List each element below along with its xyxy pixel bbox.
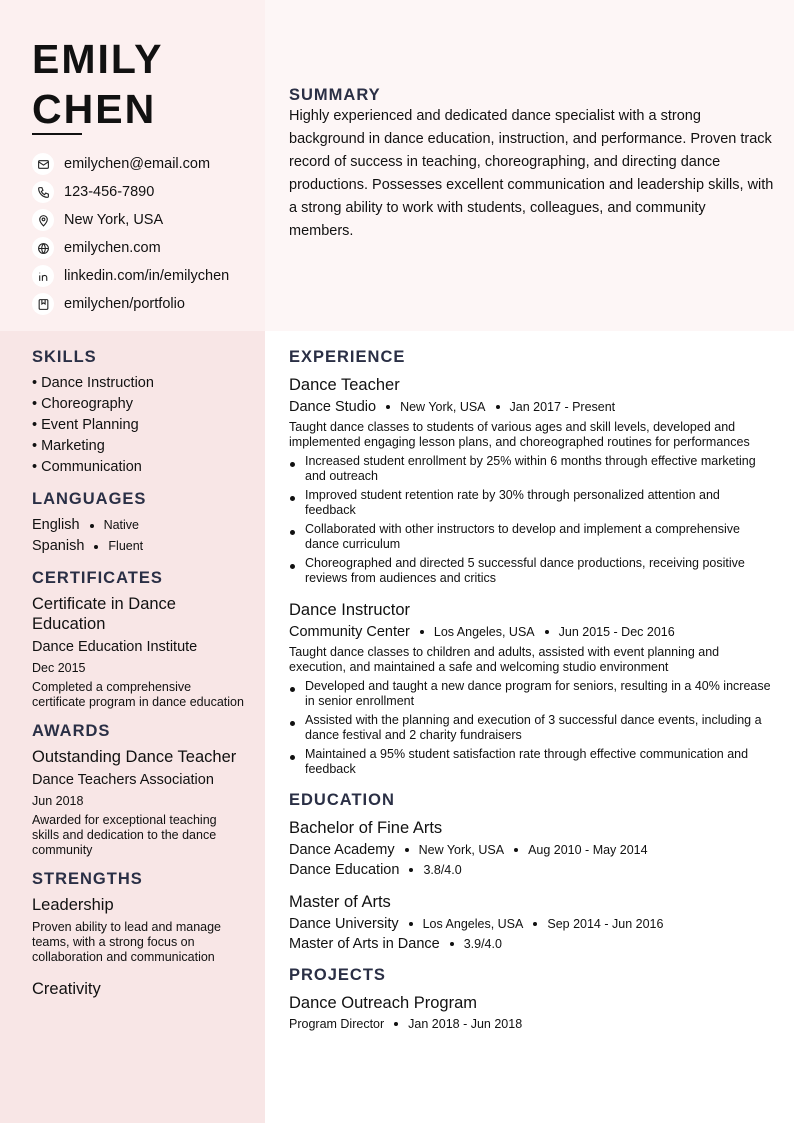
separator-dot <box>514 848 518 852</box>
education-entry <box>289 892 774 952</box>
education-field: Dance Education <box>289 862 400 878</box>
contact-website-text: emilychen.com <box>64 240 161 256</box>
language-item <box>32 515 247 536</box>
contact-portfolio[interactable] <box>32 290 229 318</box>
job-achievements <box>289 679 774 777</box>
languages-heading: LANGUAGES <box>32 490 147 508</box>
education-field-row <box>289 862 774 878</box>
education-field-row <box>289 936 774 952</box>
achievement-item: Choreographed and directed 5 successful dance productions, receiving positive reviews from audiences and critics <box>289 556 774 586</box>
achievement-item: Collaborated with other instructors to develop and implement a comprehensive dance curriculum <box>289 522 774 552</box>
skills-heading: SKILLS <box>32 348 97 366</box>
achievement-item: Increased student enrollment by 25% within 6 months through effective marketing and outreach <box>289 454 774 484</box>
contact-linkedin[interactable] <box>32 262 229 290</box>
education-dates: Aug 2010 - May 2014 <box>528 843 648 857</box>
award-name: Outstanding Dance Teacher <box>32 748 237 766</box>
linkedin-icon <box>32 265 54 287</box>
degree-name: Bachelor of Fine Arts <box>289 819 443 837</box>
separator-dot <box>450 942 454 946</box>
job-description: Taught dance classes to children and adults, assisted with event planning and execution, and maintained a safe and welcoming studio environment <box>289 645 720 674</box>
separator-dot <box>420 630 424 634</box>
name-first: EMILY <box>32 36 164 82</box>
school-location: Los Angeles, USA <box>422 917 524 931</box>
education-gpa: 3.8/4.0 <box>423 863 462 877</box>
skills-section <box>32 348 247 478</box>
job-dates: Jan 2017 - Present <box>509 400 616 414</box>
languages-section <box>32 490 247 557</box>
separator-dot <box>545 630 549 634</box>
education-gpa: 3.9/4.0 <box>463 937 502 951</box>
contact-email[interactable] <box>32 150 229 178</box>
contact-email-text: emilychen@email.com <box>64 156 211 172</box>
candidate-name <box>32 34 164 134</box>
job-location: New York, USA <box>400 400 486 414</box>
achievement-item: Maintained a 95% student satisfaction rate through effective communication and feedback <box>289 747 774 777</box>
separator-dot <box>386 405 390 409</box>
separator-dot <box>409 868 413 872</box>
job-entry <box>289 375 774 586</box>
separator-dot <box>90 524 94 528</box>
strength-name: Creativity <box>32 980 101 998</box>
job-company: Dance Studio <box>289 399 377 415</box>
certificate-desc: Completed a comprehensive certificate program in dance education <box>32 680 244 709</box>
awards-heading: AWARDS <box>32 722 111 740</box>
job-achievements <box>289 454 774 586</box>
degree-name: Master of Arts <box>289 893 391 911</box>
mail-icon <box>32 153 54 175</box>
project-dates: Jan 2018 - Jun 2018 <box>408 1017 523 1031</box>
education-heading: EDUCATION <box>289 791 395 809</box>
strengths-section <box>32 870 247 999</box>
projects-heading: PROJECTS <box>289 966 386 984</box>
job-location: Los Angeles, USA <box>433 625 535 639</box>
strength-name: Leadership <box>32 896 114 914</box>
education-entry <box>289 818 774 878</box>
skill-item: • Communication <box>32 459 142 475</box>
contact-phone[interactable] <box>32 178 229 206</box>
globe-icon <box>32 237 54 259</box>
location-icon <box>32 209 54 231</box>
experience-section <box>289 348 774 777</box>
job-description: Taught dance classes to students of various ages and skill levels, developed and implemented engaging lesson plans, and choreographed routines for performances <box>289 420 750 449</box>
achievement-item: Developed and taught a new dance program for seniors, resulting in a 40% increase in senior enrollment <box>289 679 774 709</box>
award-date: Jun 2018 <box>32 794 84 808</box>
language-level: Native <box>103 518 139 532</box>
job-dates: Jun 2015 - Dec 2016 <box>558 625 675 639</box>
achievement-item: Assisted with the planning and execution of 3 successful dance events, including a dance festival and 2 charity fundraisers <box>289 713 774 743</box>
school-location: New York, USA <box>418 843 505 857</box>
skills-list <box>32 373 247 478</box>
job-title: Dance Teacher <box>289 376 400 394</box>
projects-section <box>289 966 774 1031</box>
skill-item: • Marketing <box>32 438 105 454</box>
certificate-date: Dec 2015 <box>32 661 86 675</box>
separator-dot <box>394 1022 398 1026</box>
summary-section <box>289 86 774 243</box>
project-meta <box>289 1017 774 1031</box>
education-meta <box>289 916 774 932</box>
contact-location-text: New York, USA <box>64 212 164 228</box>
sidebar-content <box>32 348 247 1011</box>
project-name: Dance Outreach Program <box>289 994 478 1012</box>
summary-text: Highly experienced and dedicated dance specialist with a strong background in dance education, instruction, and performance. Proven track record of success in teaching, choreographing, and directing dance productions. Possesses excellent communication and leadership skills, with a strong ability to work with students, colleagues, and community members. <box>289 108 774 239</box>
language-name: Spanish <box>32 538 85 554</box>
separator-dot <box>405 848 409 852</box>
contact-phone-text: 123-456-7890 <box>64 184 155 200</box>
strengths-heading: STRENGTHS <box>32 870 143 888</box>
language-name: English <box>32 517 80 533</box>
job-entry <box>289 600 774 777</box>
language-item <box>32 536 247 557</box>
certificates-heading: CERTIFICATES <box>32 569 163 587</box>
education-dates: Sep 2014 - Jun 2016 <box>547 917 664 931</box>
portfolio-icon <box>32 293 54 315</box>
skill-item: • Dance Instruction <box>32 375 154 391</box>
job-company: Community Center <box>289 624 410 640</box>
skill-item: • Choreography <box>32 396 133 412</box>
main-content <box>289 348 774 1043</box>
certificates-section <box>32 569 247 710</box>
certificate-issuer: Dance Education Institute <box>32 639 198 655</box>
contact-portfolio-text: emilychen/portfolio <box>64 296 185 312</box>
awards-section <box>32 722 247 858</box>
name-last: CHEN <box>32 86 157 132</box>
experience-heading: EXPERIENCE <box>289 348 406 366</box>
separator-dot <box>533 922 537 926</box>
education-section <box>289 791 774 952</box>
summary-heading: SUMMARY <box>289 86 381 104</box>
award-issuer: Dance Teachers Association <box>32 772 214 788</box>
job-meta <box>289 399 774 415</box>
contact-location <box>32 206 229 234</box>
contact-list <box>32 150 229 318</box>
education-field: Master of Arts in Dance <box>289 936 440 952</box>
job-title: Dance Instructor <box>289 601 411 619</box>
project-role: Program Director <box>289 1017 385 1031</box>
contact-website[interactable] <box>32 234 229 262</box>
name-divider <box>32 133 82 135</box>
separator-dot <box>496 405 500 409</box>
certificate-name: Certificate in Dance Education <box>32 595 176 633</box>
strength-desc: Proven ability to lead and manage teams, with a strong focus on collaboration and communication <box>32 920 222 964</box>
separator-dot <box>409 922 413 926</box>
school-name: Dance University <box>289 916 399 932</box>
job-meta <box>289 624 774 640</box>
contact-linkedin-text: linkedin.com/in/emilychen <box>64 268 230 284</box>
education-meta <box>289 842 774 858</box>
separator-dot <box>94 545 98 549</box>
school-name: Dance Academy <box>289 842 395 858</box>
award-desc: Awarded for exceptional teaching skills and dedication to the dance community <box>32 813 217 857</box>
achievement-item: Improved student retention rate by 30% through personalized attention and feedback <box>289 488 774 518</box>
phone-icon <box>32 181 54 203</box>
skill-item: • Event Planning <box>32 417 139 433</box>
language-level: Fluent <box>108 539 144 553</box>
